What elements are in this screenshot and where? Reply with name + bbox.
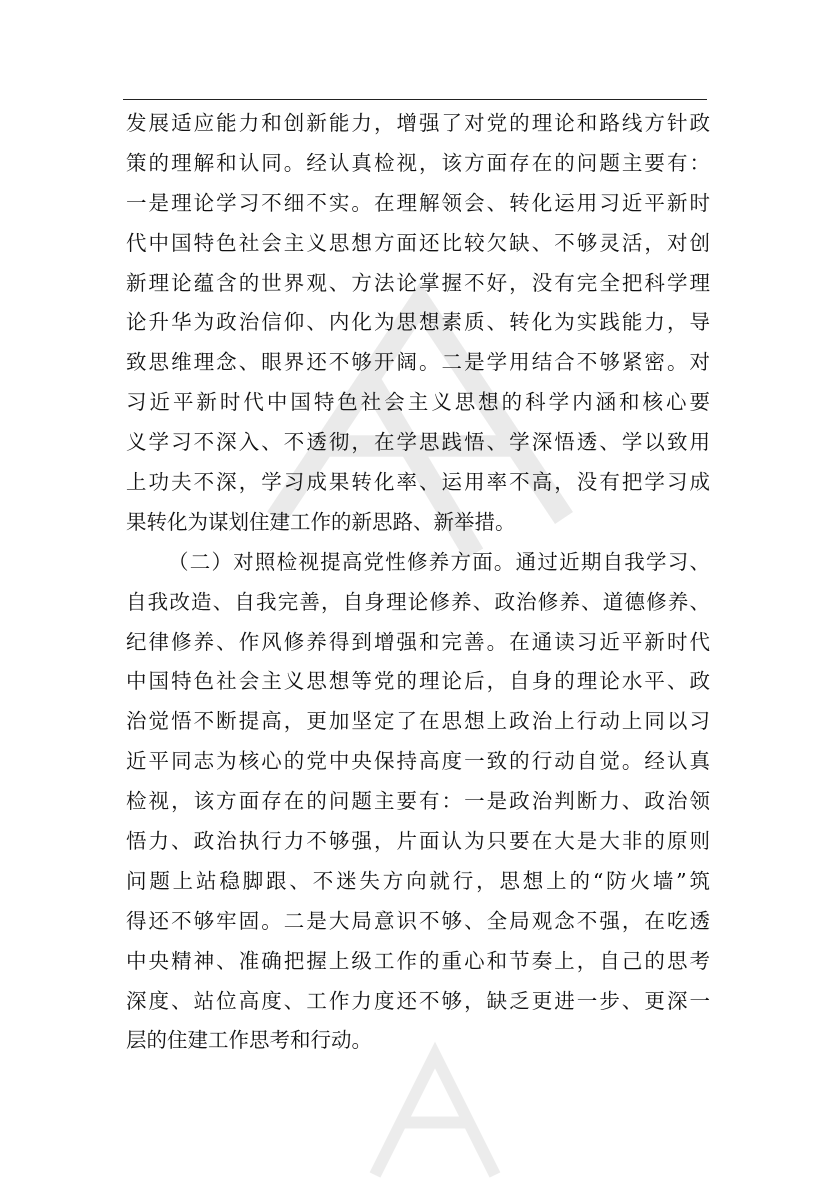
text-line: 悟力、政治执行力不够强，片面认为只要在大是大非的原则 bbox=[126, 829, 710, 854]
text-line: 纪律修养、作风修养得到增强和完善。在通读习近平新时代 bbox=[126, 629, 710, 654]
paragraph-1 bbox=[126, 104, 710, 543]
text-line: 中央精神、准确把握上级工作的重心和节奏上，自己的思考 bbox=[126, 948, 710, 973]
text-line: 果转化为谋划住建工作的新思路、新举措。 bbox=[126, 509, 516, 534]
text-line: 新理论蕴含的世界观、方法论掌握不好，没有完全把科学理 bbox=[126, 270, 710, 295]
text-line: 习近平新时代中国特色社会主义思想的科学内涵和核心要 bbox=[126, 390, 710, 415]
text-line: （二）对照检视提高党性修养方面。通过近期自我学习、 bbox=[168, 549, 710, 574]
text-line: 一是理论学习不细不实。在理解领会、转化运用习近平新时 bbox=[126, 190, 710, 215]
text-line: 治觉悟不断提高，更加坚定了在思想上政治上行动上同以习 bbox=[126, 709, 710, 734]
text-line: 代中国特色社会主义思想方面还比较欠缺、不够灵活，对创 bbox=[126, 230, 710, 255]
text-line: 中国特色社会主义思想等党的理论后，自身的理论水平、政 bbox=[126, 669, 710, 694]
text-line: 发展适应能力和创新能力，增强了对党的理论和路线方针政 bbox=[126, 111, 710, 135]
text-line: 策的理解和认同。经认真检视，该方面存在的问题主要有： bbox=[126, 150, 710, 175]
text-line: 层的住建工作思考和行动。 bbox=[126, 1028, 372, 1053]
watermark-icon bbox=[360, 1040, 510, 1190]
text-line: 论升华为政治信仰、内化为思想素质、转化为实践能力，导 bbox=[126, 310, 710, 335]
header-rule bbox=[123, 99, 707, 100]
text-line: 问题上站稳脚跟、不迷失方向就行，思想上的“防火墙”筑 bbox=[126, 868, 710, 893]
text-line: 得还不够牢固。二是大局意识不够、全局观念不强，在吃透 bbox=[126, 908, 710, 933]
text-line: 义学习不深入、不透彻，在学思践悟、学深悟透、学以致用 bbox=[126, 430, 710, 455]
text-line: 致思维理念、眼界还不够开阔。二是学用结合不够紧密。对 bbox=[126, 350, 710, 375]
text-line: 近平同志为核心的党中央保持高度一致的行动自觉。经认真 bbox=[126, 749, 710, 774]
text-line: 深度、站位高度、工作力度还不够，缺乏更进一步、更深一 bbox=[126, 988, 710, 1013]
text-line: 自我改造、自我完善，自身理论修养、政治修养、道德修养、 bbox=[126, 589, 710, 614]
text-line: 上功夫不深，学习成果转化率、运用率不高，没有把学习成 bbox=[126, 470, 710, 495]
body-text bbox=[126, 104, 710, 1061]
paragraph-2 bbox=[126, 543, 710, 1062]
text-line: 检视，该方面存在的问题主要有：一是政治判断力、政治领 bbox=[126, 789, 710, 814]
